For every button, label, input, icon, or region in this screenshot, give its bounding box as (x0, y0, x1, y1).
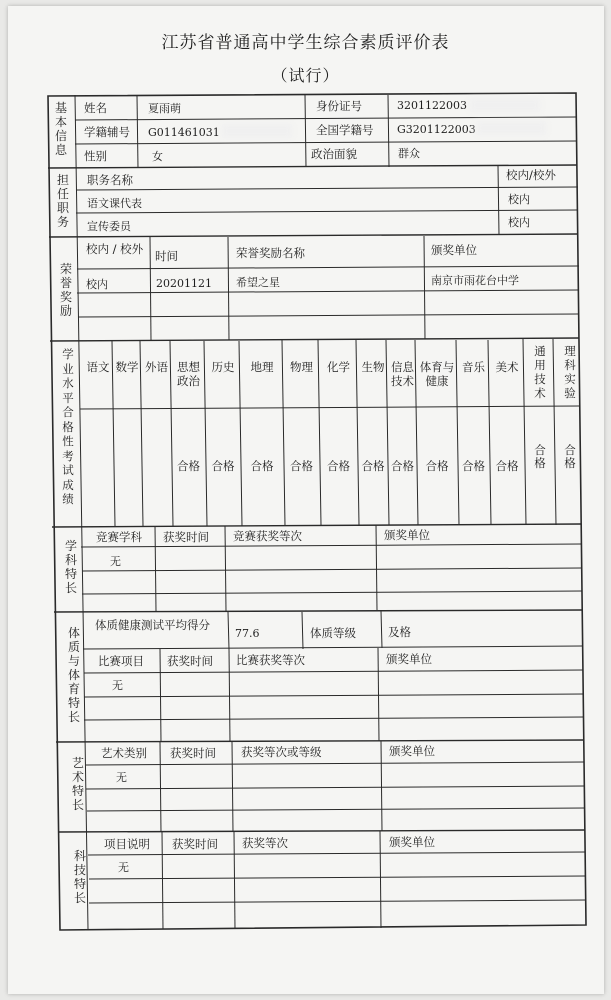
section-art: 艺术特长 (71, 756, 84, 812)
art-col-time: 获奖时间 (170, 746, 216, 760)
section-exam: 学业水平合格性考试成绩 (62, 347, 74, 506)
name-label: 姓名 (84, 101, 107, 115)
gender-label: 性别 (84, 149, 107, 163)
exam-subject-10: 信息技术 (391, 360, 414, 388)
exam-subject-1: 语文 (86, 360, 110, 374)
exam-subject-4: 思想政治 (177, 360, 200, 388)
sports-level-label: 体质等级 (310, 626, 356, 640)
section-academic: 学科特长 (64, 539, 77, 595)
exam-subject-12: 音乐 (462, 360, 485, 374)
exam-result-8: 合格 (327, 459, 350, 473)
redaction-blur (476, 121, 546, 135)
academic-col-subject: 竞赛学科 (96, 530, 142, 544)
tech-col-desc: 项目说明 (104, 837, 150, 851)
section-duty: 担任职务 (56, 173, 69, 229)
art-col-org: 颁奖单位 (389, 744, 435, 758)
political-value: 群众 (398, 147, 420, 160)
exam-result-15: 合格 (564, 443, 576, 470)
exam-subject-7: 物理 (290, 360, 313, 374)
exam-result-13: 合格 (495, 459, 519, 473)
exam-subject-9: 生物 (361, 360, 385, 374)
exam-subject-8: 化学 (327, 360, 350, 374)
duty-row-2-name: 宣传委员 (87, 220, 131, 233)
exam-result-12: 合格 (462, 459, 485, 473)
section-tech: 科技特长 (73, 849, 86, 905)
sports-col-level: 比赛获奖等次 (236, 653, 305, 667)
tech-col-level: 获奖等次 (242, 836, 288, 850)
exam-result-6: 合格 (250, 459, 274, 473)
redaction-blur (470, 98, 540, 112)
academic-value: 无 (110, 555, 121, 568)
sports-level-value: 及格 (388, 625, 411, 639)
duty-scope-header: 校内/校外 (506, 168, 556, 182)
exam-result-5: 合格 (211, 459, 235, 473)
honor-row-org: 南京市雨花台中学 (431, 274, 519, 287)
exam-subject-14: 通用技术 (534, 344, 546, 400)
section-honor: 荣誉奖励 (59, 262, 72, 318)
exam-subject-15: 理科实验 (564, 344, 576, 400)
art-col-level: 获奖等次或等级 (241, 745, 322, 759)
exam-subject-13: 美术 (495, 360, 519, 374)
redaction-blur (222, 124, 292, 138)
exam-subject-6: 地理 (250, 360, 274, 374)
gender-value: 女 (152, 150, 163, 163)
duty-row-1-name: 语文课代表 (87, 197, 142, 210)
honor-time-header: 时间 (155, 249, 178, 263)
exam-result-10: 合格 (391, 459, 414, 473)
sports-test-label: 体质健康测试平均得分 (95, 618, 210, 632)
academic-col-time: 获奖时间 (163, 530, 209, 544)
exam-subject-3: 外语 (145, 360, 168, 374)
sports-col-event: 比赛项目 (98, 654, 144, 668)
exam-result-7: 合格 (290, 459, 313, 473)
national-no-label: 全国学籍号 (316, 123, 374, 137)
duty-row-1-scope: 校内 (508, 193, 530, 206)
honor-row-scope: 校内 (86, 278, 108, 291)
student-no-value: G011461031 (148, 126, 220, 139)
sports-col-time: 获奖时间 (167, 654, 213, 668)
tech-value: 无 (118, 861, 129, 874)
sports-col-org: 颁奖单位 (386, 652, 432, 666)
sports-value: 无 (112, 679, 123, 692)
tech-col-org: 颁奖单位 (389, 835, 435, 849)
honor-org-header: 颁奖单位 (431, 243, 477, 257)
exam-result-11: 合格 (425, 459, 449, 473)
exam-result-9: 合格 (361, 459, 385, 473)
tech-col-time: 获奖时间 (172, 837, 218, 851)
political-label: 政治面貌 (311, 147, 357, 161)
exam-result-4: 合格 (177, 459, 200, 473)
national-no-value: G3201122003 (397, 123, 476, 136)
exam-subject-11: 体育与健康 (419, 360, 455, 388)
duty-row-2-scope: 校内 (508, 216, 530, 229)
honor-row-time: 20201121 (156, 277, 212, 290)
academic-col-org: 颁奖单位 (384, 528, 430, 542)
id-label: 身份证号 (316, 99, 362, 113)
honor-scope-header: 校内 / 校外 (86, 242, 144, 256)
sports-test-score: 77.6 (235, 627, 260, 640)
exam-subject-5: 历史 (211, 360, 235, 374)
honor-name-header: 荣誉奖励名称 (236, 246, 305, 260)
art-col-category: 艺术类别 (101, 746, 147, 760)
page-title: 江苏省普通高中学生综合素质评价表 (161, 33, 450, 53)
section-basic-info: 基本信息 (54, 101, 67, 157)
name-value: 夏雨萌 (148, 102, 181, 115)
student-no-label: 学籍辅号 (84, 125, 130, 139)
exam-subject-2: 数学 (115, 360, 139, 374)
section-sports: 体质与体育特长 (67, 626, 80, 724)
academic-col-level: 竞赛获奖等次 (233, 529, 302, 543)
duty-header: 职务名称 (87, 173, 133, 187)
page-subtitle: （试行） (271, 66, 340, 85)
art-value: 无 (116, 771, 127, 784)
honor-row-name: 希望之星 (236, 276, 280, 289)
exam-result-14: 合格 (534, 443, 546, 470)
id-value: 3201122003 (397, 99, 467, 112)
